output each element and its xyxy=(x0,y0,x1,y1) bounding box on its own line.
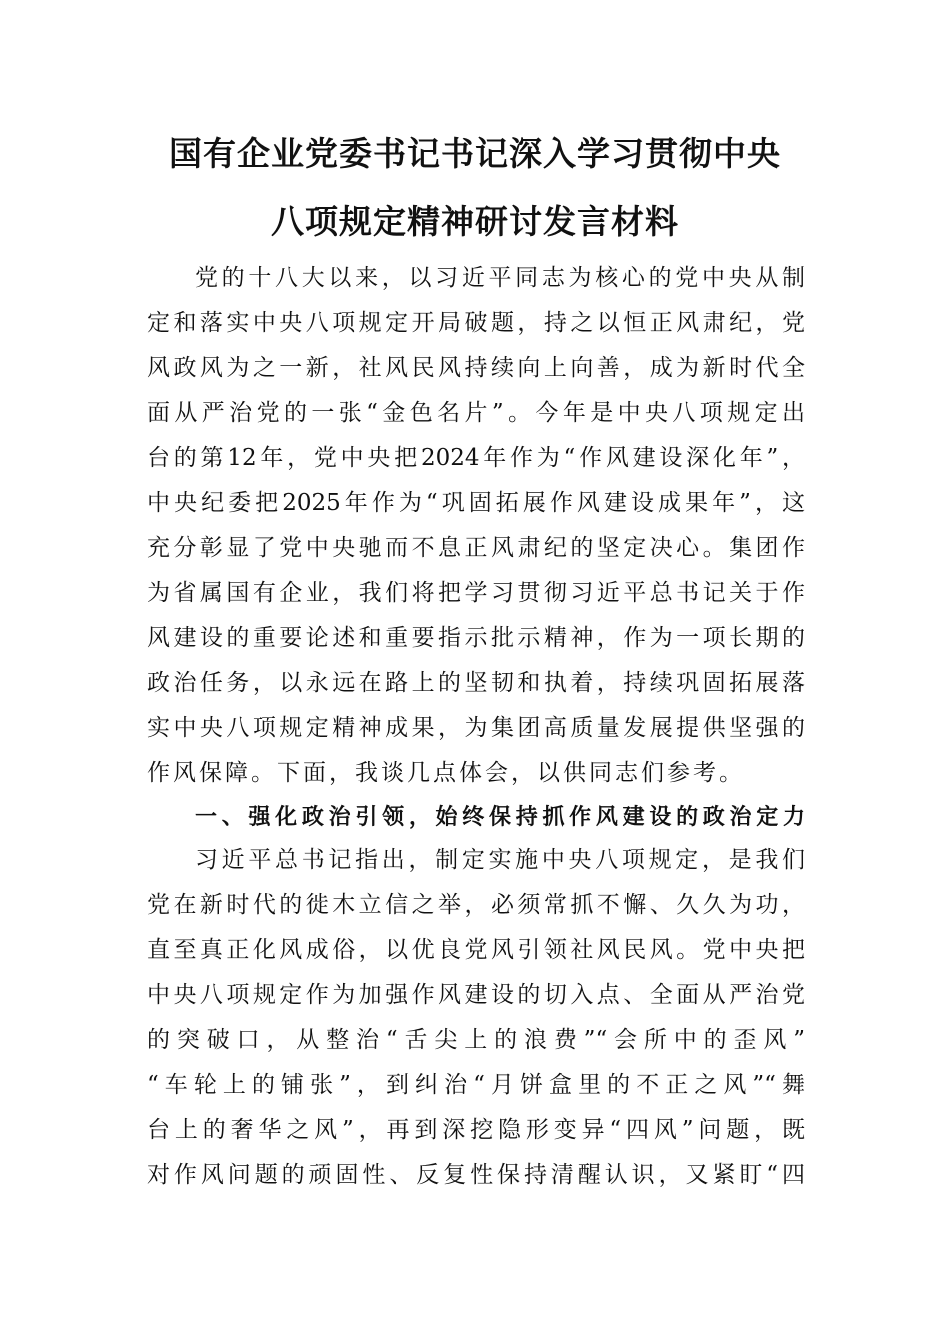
text-line: 中央纪委把2025年作为“巩固拓展作风建设成果年”，这 xyxy=(147,490,805,516)
text-line: 习近平总书记指出，制定实施中央八项规定，是我们 xyxy=(195,847,805,873)
text-line: 直至真正化风成俗，以优良党风引领社风民风。党中央把 xyxy=(147,937,805,963)
document-title-line-1: 国有企业党委书记书记深入学习贯彻中央 xyxy=(169,134,781,173)
text-line: 风建设的重要论述和重要指示批示精神，作为一项长期的 xyxy=(147,625,805,651)
text-line: 党的十八大以来，以习近平同志为核心的党中央从制 xyxy=(195,265,805,291)
text-line: 政治任务，以永远在路上的坚韧和执着，持续巩固拓展落 xyxy=(147,670,805,696)
section-heading-1: 一、强化政治引领，始终保持抓作风建设的政治定力 xyxy=(195,805,805,830)
text-line: 党在新时代的徙木立信之举，必须常抓不懈、久久为功， xyxy=(147,892,805,918)
text-line: 实中央八项规定精神成果，为集团高质量发展提供坚强的 xyxy=(147,715,805,741)
text-line: 充分彰显了党中央驰而不息正风肃纪的坚定决心。集团作 xyxy=(147,535,805,561)
text-line: 台的第12年，党中央把2024年作为“作风建设深化年”， xyxy=(147,445,805,471)
text-line: 面从严治党的一张“金色名片”。今年是中央八项规定出 xyxy=(147,400,805,426)
text-line: 中央八项规定作为加强作风建设的切入点、全面从严治党 xyxy=(147,982,805,1008)
text-line: 作风保障。下面，我谈几点体会，以供同志们参考。 xyxy=(147,760,745,786)
document-title-line-2: 八项规定精神研讨发言材料 xyxy=(271,202,679,241)
text-line: 台上的奢华之风”，再到深挖隐形变异“四风”问题，既 xyxy=(147,1117,805,1143)
text-line: 风政风为之一新，社风民风持续向上向善，成为新时代全 xyxy=(147,355,805,381)
text-line: 对作风问题的顽固性、反复性保持清醒认识，又紧盯“四 xyxy=(147,1162,805,1188)
text-line: 定和落实中央八项规定开局破题，持之以恒正风肃纪，党 xyxy=(147,310,805,336)
text-line: “车轮上的铺张”，到纠治“月饼盒里的不正之风”“舞 xyxy=(147,1072,805,1098)
text-line: 为省属国有企业，我们将把学习贯彻习近平总书记关于作 xyxy=(147,580,805,606)
text-line: 的突破口，从整治“舌尖上的浪费”“会所中的歪风” xyxy=(147,1027,805,1053)
